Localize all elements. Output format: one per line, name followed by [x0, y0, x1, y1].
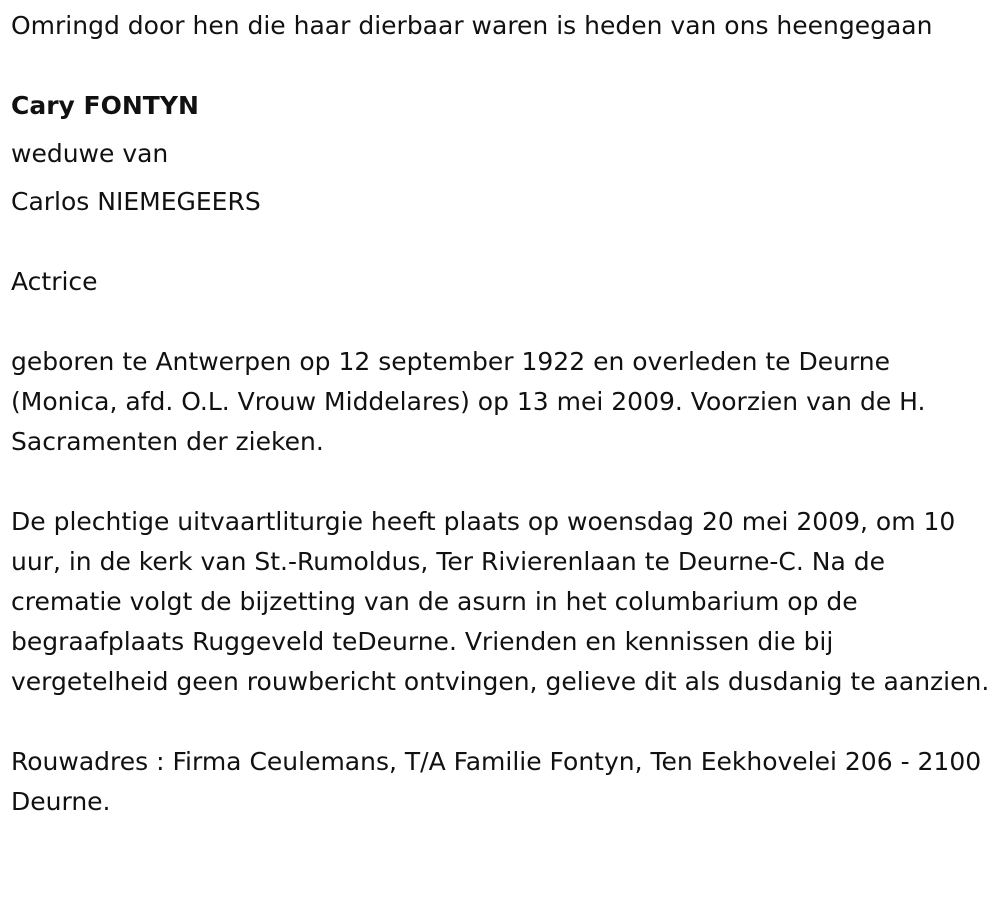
spouse-name: Carlos NIEMEGEERS	[11, 187, 261, 216]
ceremony-paragraph: De plechtige uitvaartliturgie heeft plaats op woensdag 20 mei 2009, om 10 uur, in de kerk van St.-Rumoldus, Ter Rivierenlaan te Deurne-C. Na de crematie volgt de bijzetting van de asurn in het columbarium op de begraafplaats Ruggeveld teDeurne. Vrienden en kennissen die bij vergetelheid geen rouwbericht ontvingen, gelieve dit als dusdanig te aanzien.	[11, 507, 990, 696]
widow-of-label: weduwe van	[11, 139, 169, 168]
birth-death-paragraph: geboren te Antwerpen op 12 september 1922 en overleden te Deurne (Monica, afd. O.L. Vrouw Middelares) op 13 mei 2009. Voorzien van de H. Sacramenten der zieken.	[11, 347, 926, 456]
profession-text: Actrice	[11, 267, 98, 296]
intro-text: Omringd door hen die haar dierbaar waren is heden van ons heengegaan	[11, 11, 933, 40]
deceased-name: Cary FONTYN	[11, 91, 199, 120]
address-paragraph: Rouwadres : Firma Ceulemans, T/A Familie Fontyn, Ten Eekhovelei 206 - 2100 Deurne.	[11, 747, 982, 816]
